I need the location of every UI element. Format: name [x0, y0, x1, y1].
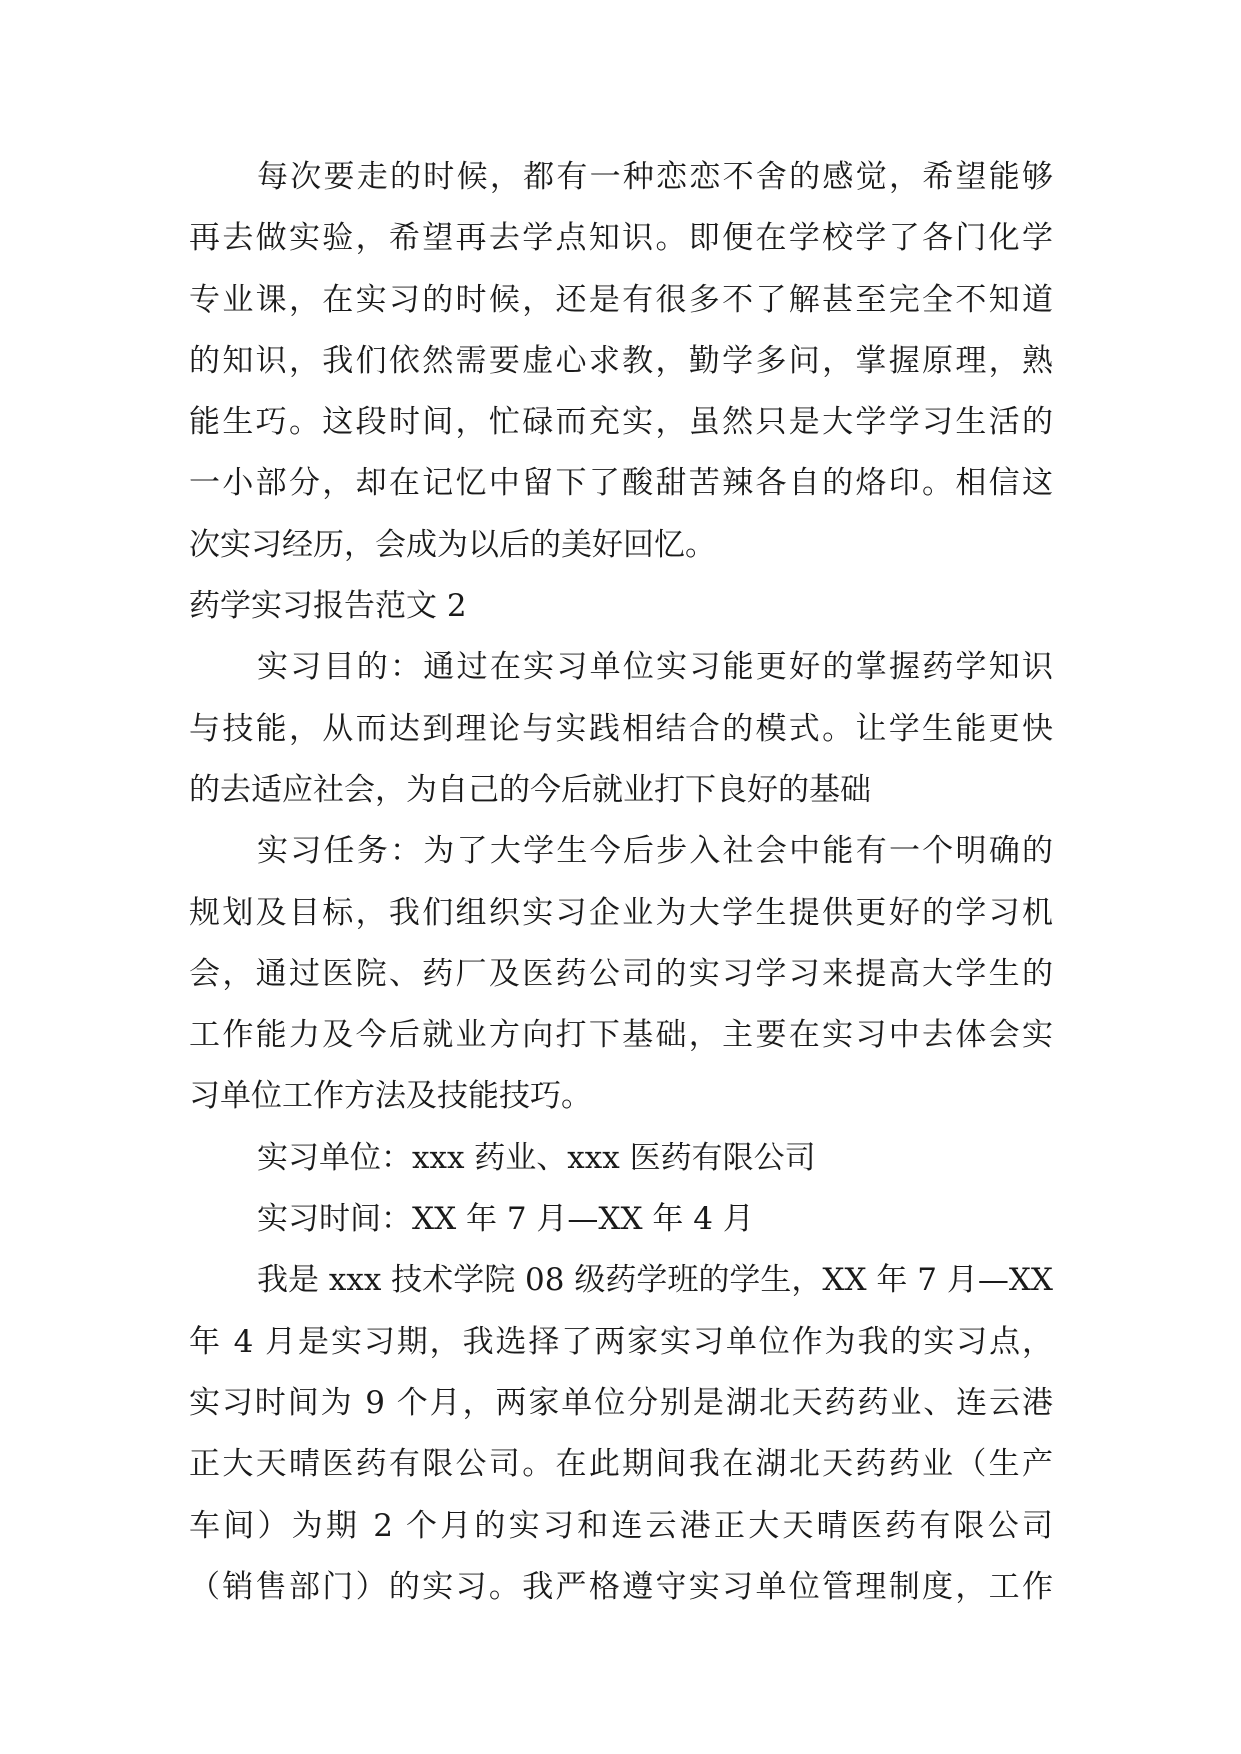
paragraph-line: 实习任务：为了大学生今后步入社会中能有一个明确的 [257, 833, 1053, 870]
paragraph-line: 会，通过医院、药厂及医药公司的实习学习来提高大学生的 [189, 955, 1053, 992]
paragraph-line: 工作能力及今后就业方向打下基础，主要在实习中去体会实 [189, 1017, 1053, 1054]
paragraph-line: 的知识，我们依然需要虚心求教，勤学多问，掌握原理，熟 [189, 342, 1053, 379]
paragraph-line: 年 4 月是实习期，我选择了两家实习单位作为我的实习点， [189, 1323, 1053, 1360]
paragraph-line: 车间）为期 2 个月的实习和连云港正大天晴医药有限公司 [189, 1507, 1053, 1544]
paragraph-line: 习单位工作方法及技能技巧。 [189, 1078, 592, 1115]
paragraph-line: 实习时间为 9 个月，两家单位分别是湖北天药药业、连云港 [189, 1384, 1053, 1421]
paragraph-line: 与技能，从而达到理论与实践相结合的模式。让学生能更快 [189, 710, 1053, 747]
paragraph-line: 规划及目标，我们组织实习企业为大学生提供更好的学习机 [189, 894, 1053, 931]
paragraph-line: 实习单位：xxx 药业、xxx 医药有限公司 [257, 1139, 816, 1176]
document-body [189, 157, 1053, 1628]
paragraph-line: 实习时间：XX 年 7 月—XX 年 4 月 [257, 1201, 754, 1238]
paragraph-line: 正大天晴医药有限公司。在此期间我在湖北天药药业（生产 [189, 1446, 1053, 1483]
paragraph-line: 的去适应社会，为自己的今后就业打下良好的基础 [189, 771, 871, 808]
paragraph-line: 专业课，在实习的时候，还是有很多不了解甚至完全不知道 [189, 281, 1053, 318]
paragraph-line: 一小部分，却在记忆中留下了酸甜苦辣各自的烙印。相信这 [189, 465, 1053, 502]
paragraph-line: （销售部门）的实习。我严格遵守实习单位管理制度，工作 [189, 1568, 1053, 1605]
paragraph-line: 我是 xxx 技术学院 08 级药学班的学生，XX 年 7 月—XX [257, 1262, 1053, 1299]
paragraph-line: 次实习经历，会成为以后的美好回忆。 [189, 526, 716, 563]
paragraph-line: 再去做实验，希望再去学点知识。即便在学校学了各门化学 [189, 220, 1053, 257]
paragraph-line: 实习目的：通过在实习单位实习能更好的掌握药学知识 [257, 649, 1053, 686]
section-heading: 药学实习报告范文 2 [189, 588, 467, 625]
paragraph-line: 每次要走的时候，都有一种恋恋不舍的感觉，希望能够 [257, 159, 1053, 195]
paragraph-line: 能生巧。这段时间，忙碌而充实，虽然只是大学学习生活的 [189, 404, 1053, 441]
